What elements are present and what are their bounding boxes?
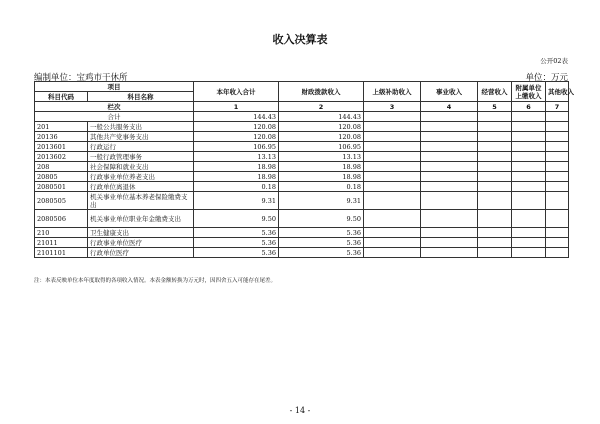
empty-cell (364, 238, 421, 248)
total-income-cell: 0.18 (194, 182, 279, 192)
header-item: 项目 (35, 82, 194, 92)
header-other: 其他收入 (546, 82, 569, 102)
column-index: 2 (279, 102, 364, 112)
empty-cell (512, 192, 546, 210)
total-income-cell: 9.31 (194, 192, 279, 210)
empty-cell (546, 228, 569, 238)
empty-cell (478, 142, 512, 152)
empty-cell (421, 152, 478, 162)
empty-cell (478, 132, 512, 142)
subject-name-cell: 行政运行 (88, 142, 194, 152)
empty-cell (478, 248, 512, 258)
empty-cell (546, 192, 569, 210)
empty-cell (421, 122, 478, 132)
empty-cell (478, 192, 512, 210)
header-total: 本年收入合计 (194, 82, 279, 102)
empty-cell (546, 238, 569, 248)
empty-cell (512, 152, 546, 162)
empty-cell (364, 112, 421, 122)
empty-cell (512, 182, 546, 192)
column-index: 6 (512, 102, 546, 112)
subject-name-cell: 行政事业单位医疗 (88, 238, 194, 248)
header-name: 科目名称 (88, 92, 194, 102)
header-operating: 经营收入 (478, 82, 512, 102)
header-subsidy: 上级补助收入 (364, 82, 421, 102)
total-income-cell: 144.43 (194, 112, 279, 122)
empty-cell (512, 238, 546, 248)
column-index: 4 (421, 102, 478, 112)
empty-cell (478, 238, 512, 248)
subject-name-cell: 机关事业单位职业年金缴费支出 (88, 210, 194, 228)
empty-cell (478, 162, 512, 172)
empty-cell (512, 112, 546, 122)
subject-code-cell: 2080506 (35, 210, 88, 228)
table-row (35, 228, 569, 238)
empty-cell (478, 210, 512, 228)
total-income-cell: 120.08 (194, 122, 279, 132)
column-index: 1 (194, 102, 279, 112)
empty-cell (421, 172, 478, 182)
header-fiscal: 财政拨款收入 (279, 82, 364, 102)
column-index: 7 (546, 102, 569, 112)
empty-cell (546, 162, 569, 172)
empty-cell (512, 122, 546, 132)
subject-code-cell: 2013602 (35, 152, 88, 162)
table-row (35, 152, 569, 162)
total-income-cell: 5.36 (194, 248, 279, 258)
total-income-cell: 5.36 (194, 228, 279, 238)
subject-name-cell: 社会保障和就业支出 (88, 162, 194, 172)
fiscal-income-cell: 5.36 (279, 248, 364, 258)
subject-code-cell: 2101101 (35, 248, 88, 258)
subject-code-cell: 2013601 (35, 142, 88, 152)
empty-cell (364, 122, 421, 132)
page-title: 收入决算表 (272, 33, 328, 46)
header-code: 科目代码 (35, 92, 88, 102)
empty-cell (512, 248, 546, 258)
empty-cell (364, 162, 421, 172)
subject-name-cell: 一般公共服务支出 (88, 122, 194, 132)
total-income-cell: 18.98 (194, 162, 279, 172)
empty-cell (364, 210, 421, 228)
total-row (35, 112, 569, 122)
empty-cell (546, 142, 569, 152)
form-code: 公开02表 (540, 57, 568, 65)
subject-name-cell: 其他共产党事务支出 (88, 132, 194, 142)
subject-code-cell: 21011 (35, 238, 88, 248)
table-row (35, 162, 569, 172)
table-note: 注：本表反映单位本年度取得的各项收入情况。本表金额转换为万元时，因四舍五入可能存在尾差。 (34, 278, 277, 284)
column-index: 3 (364, 102, 421, 112)
fiscal-income-cell: 120.08 (279, 122, 364, 132)
subject-code-cell: 20805 (35, 172, 88, 182)
empty-cell (546, 210, 569, 228)
empty-cell (478, 152, 512, 162)
empty-cell (421, 228, 478, 238)
empty-cell (546, 112, 569, 122)
empty-cell (546, 152, 569, 162)
fiscal-income-cell: 106.95 (279, 142, 364, 152)
table-row (35, 192, 569, 210)
subject-code-cell: 20136 (35, 132, 88, 142)
subject-code-cell: 2080501 (35, 182, 88, 192)
column-index-label: 栏次 (35, 102, 194, 112)
fiscal-income-cell: 5.36 (279, 228, 364, 238)
fiscal-income-cell: 120.08 (279, 132, 364, 142)
empty-cell (546, 248, 569, 258)
empty-cell (421, 132, 478, 142)
empty-cell (364, 152, 421, 162)
table-row (35, 238, 569, 248)
subject-name-cell: 一般行政管理事务 (88, 152, 194, 162)
empty-cell (364, 182, 421, 192)
empty-cell (512, 228, 546, 238)
table-row (35, 122, 569, 132)
empty-cell (546, 132, 569, 142)
empty-cell (512, 162, 546, 172)
income-table (34, 81, 574, 258)
fiscal-income-cell: 18.98 (279, 172, 364, 182)
empty-cell (421, 210, 478, 228)
empty-cell (364, 172, 421, 182)
subject-name-cell: 机关事业单位基本养老保险缴费支出 (88, 192, 194, 210)
fiscal-income-cell: 5.36 (279, 238, 364, 248)
empty-cell (512, 132, 546, 142)
column-index: 5 (478, 102, 512, 112)
empty-cell (421, 248, 478, 258)
table-row (35, 132, 569, 142)
total-label: 合计 (35, 112, 194, 122)
table-row (35, 248, 569, 258)
page-number: - 14 - (289, 406, 311, 415)
fiscal-income-cell: 9.31 (279, 192, 364, 210)
subject-code-cell: 210 (35, 228, 88, 238)
empty-cell (421, 238, 478, 248)
empty-cell (364, 142, 421, 152)
empty-cell (364, 132, 421, 142)
empty-cell (546, 172, 569, 182)
fiscal-income-cell: 0.18 (279, 182, 364, 192)
empty-cell (512, 142, 546, 152)
subject-code-cell: 208 (35, 162, 88, 172)
empty-cell (421, 182, 478, 192)
subject-name-cell: 行政事业单位养老支出 (88, 172, 194, 182)
fiscal-income-cell: 13.13 (279, 152, 364, 162)
table-row (35, 172, 569, 182)
total-income-cell: 18.98 (194, 172, 279, 182)
fiscal-income-cell: 9.50 (279, 210, 364, 228)
empty-cell (421, 192, 478, 210)
total-income-cell: 13.13 (194, 152, 279, 162)
fiscal-income-cell: 18.98 (279, 162, 364, 172)
table-row (35, 182, 569, 192)
empty-cell (512, 210, 546, 228)
subject-code-cell: 201 (35, 122, 88, 132)
total-fiscal-cell: 144.43 (279, 112, 364, 122)
empty-cell (364, 248, 421, 258)
subject-name-cell: 行政单位医疗 (88, 248, 194, 258)
subject-code-cell: 2080505 (35, 192, 88, 210)
column-index-row (35, 102, 569, 112)
empty-cell (478, 172, 512, 182)
reporting-unit: 编制单位：宝鸡市干休所 (34, 73, 128, 83)
empty-cell (478, 182, 512, 192)
currency-unit: 单位：万元 (525, 73, 568, 83)
empty-cell (364, 228, 421, 238)
header-business: 事业收入 (421, 82, 478, 102)
subject-name-cell: 卫生健康支出 (88, 228, 194, 238)
total-income-cell: 120.08 (194, 132, 279, 142)
empty-cell (546, 122, 569, 132)
total-income-cell: 5.36 (194, 238, 279, 248)
table-row (35, 142, 569, 152)
empty-cell (421, 162, 478, 172)
empty-cell (478, 112, 512, 122)
empty-cell (364, 192, 421, 210)
table-row (35, 210, 569, 228)
empty-cell (512, 172, 546, 182)
empty-cell (478, 122, 512, 132)
header-affiliated: 附属单位上缴收入 (512, 82, 546, 102)
empty-cell (421, 112, 478, 122)
total-income-cell: 9.50 (194, 210, 279, 228)
empty-cell (421, 142, 478, 152)
total-income-cell: 106.95 (194, 142, 279, 152)
empty-cell (546, 182, 569, 192)
empty-cell (478, 228, 512, 238)
subject-name-cell: 行政单位离退休 (88, 182, 194, 192)
